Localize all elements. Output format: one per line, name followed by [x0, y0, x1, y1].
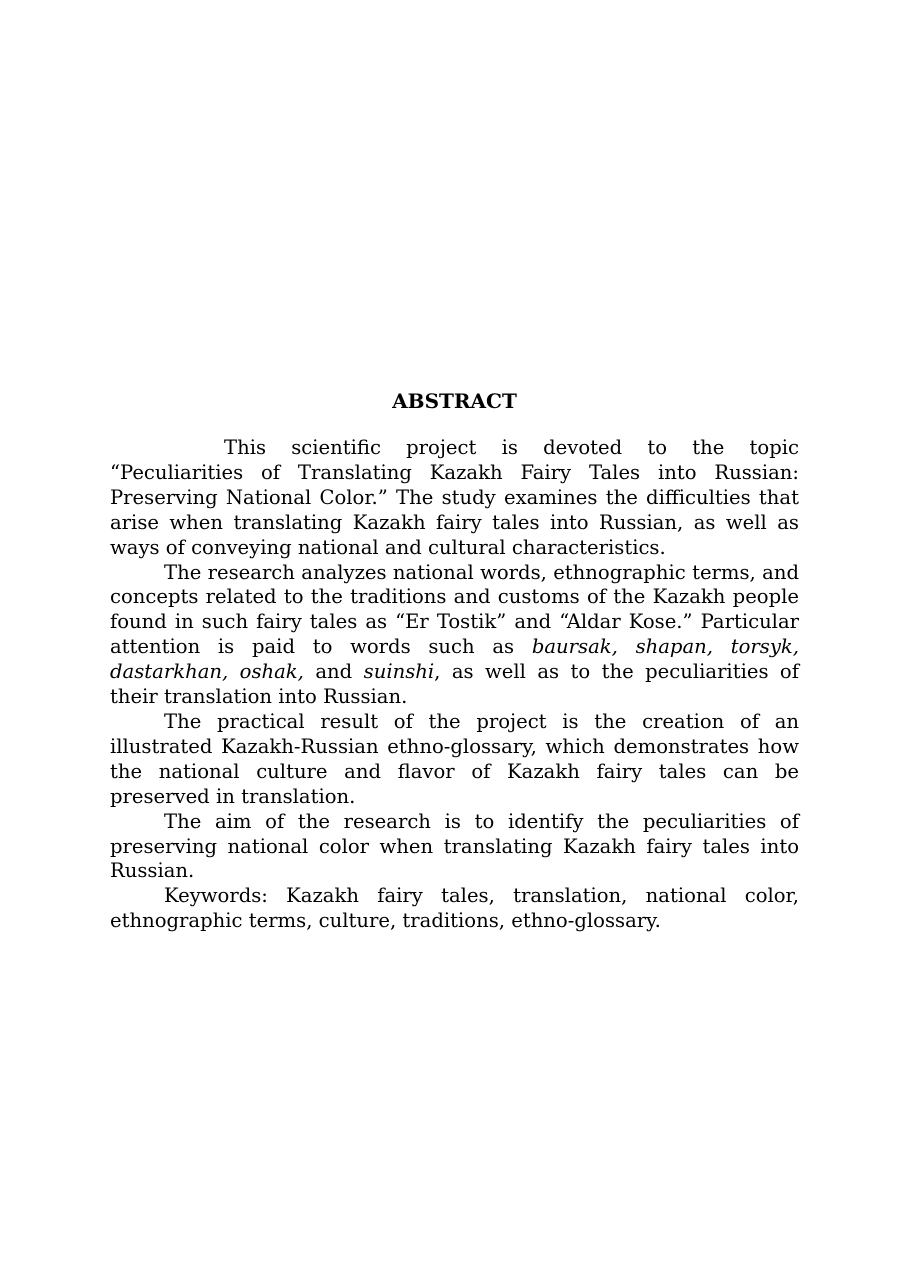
paragraph-research-lead: The research analyzes national words, ethnographic terms, and concepts related to the traditions and customs of the Kazakh people found in such fairy tales as “Er Tostik” and “Aldar Kose.” Particular attention is paid to words such as — [110, 560, 799, 659]
paragraph-keywords: Keywords: Kazakh fairy tales, translation, national color, ethnographic terms, culture, traditions, ethno-glossary. — [110, 884, 799, 933]
abstract-title: ABSTRACT — [392, 389, 517, 413]
paragraph-topic: This scientific project is devoted to the topic “Peculiarities of Translating Kazakh Fairy Tales into Russian: Preserving National Color.” The study examines the difficulties that arise when translating Kazakh fairy tales into Russian, as well as ways of conveying national and cultural characteristics. — [110, 436, 799, 559]
italic-term-suinshi: suinshi — [363, 660, 435, 684]
conjunction-text: and — [303, 660, 364, 684]
paragraph-research — [110, 561, 799, 710]
paragraph-aim: The aim of the research is to identify the peculiarities of preserving national color when translating Kazakh fairy tales into Russian. — [110, 809, 799, 883]
paragraph-research-tail: , as well as to the peculiarities of their translation into Russian. — [110, 660, 799, 709]
italic-terms: baursak, shapan, torsyk, dastarkhan, oshak, — [110, 635, 799, 684]
abstract-section — [110, 388, 799, 934]
paragraph-result: The practical result of the project is the creation of an illustrated Kazakh-Russian ethno-glossary, which demonstrates how the national culture and flavor of Kazakh fairy tales can be preserved in translation. — [110, 709, 799, 808]
